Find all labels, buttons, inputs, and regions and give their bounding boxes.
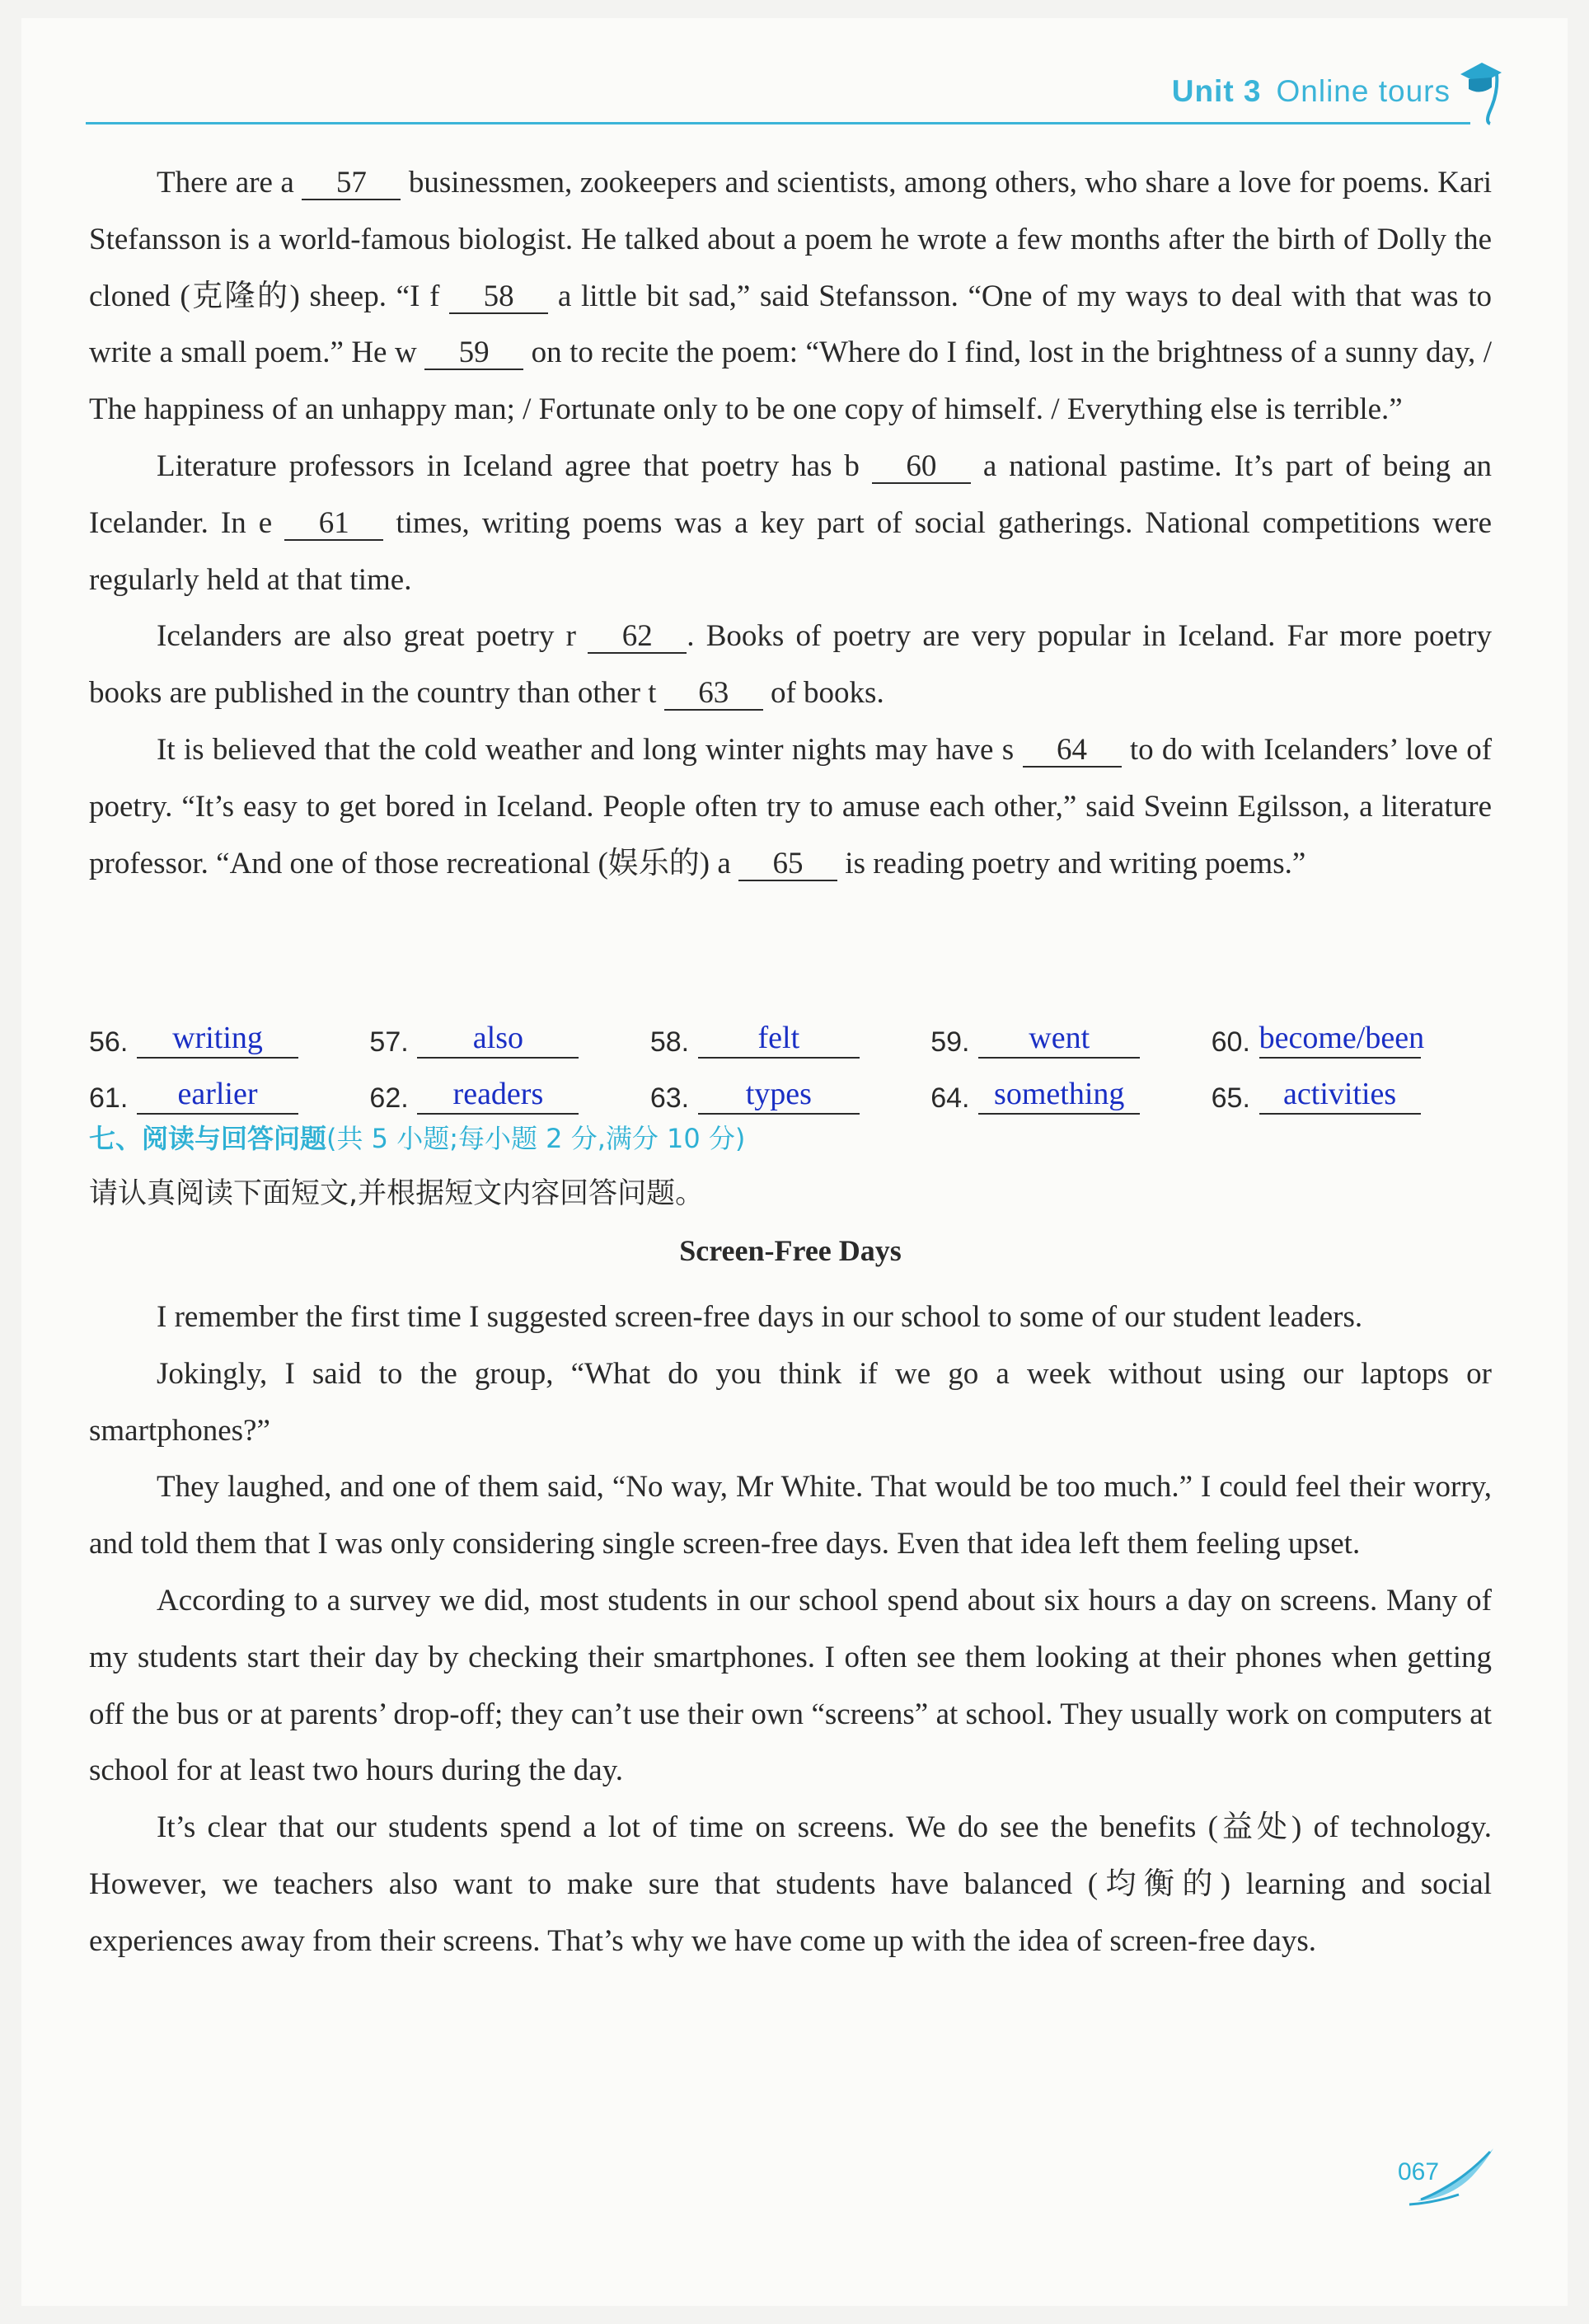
page-header (86, 58, 1503, 124)
reading-paragraph: I remember the first time I suggested screen-free days in our school to some of our student leaders. (157, 1300, 1363, 1334)
answer-item (1212, 1019, 1492, 1059)
answer-number: 65. (1211, 1082, 1250, 1114)
cloze-passage (89, 155, 1492, 892)
reading-paragraph: Jokingly, I said to the group, “What do you think if we go a week without using our laptops or smartphones?” (89, 1356, 1492, 1448)
graduation-cap-icon (1457, 59, 1503, 125)
answer-row (89, 1059, 1492, 1115)
blank-65: 65 (738, 848, 837, 881)
reading-paragraph: They laughed, and one of them said, “No way, Mr White. That would be too much.” I could feel their worry, and told them that I was only considering single screen-free days. Even that idea left them feeling upset. (89, 1470, 1492, 1561)
reading-paragraph: It’s clear that our students spend a lot of time on screens. We do see the benefits (益处) of technology. However, we teachers also want to make sure that students have balanced (均衡的) learning and social experiences away from their screens. That’s why we have come up with the idea of screen-free days. (89, 1810, 1492, 1958)
text-run: businessmen, zookeepers and scientists, among others, who share a love for poems. Kari Stefansson is a world-famous biologist. He talked about a poem he wrote a few months after the birth of Dolly the cloned (克隆的) sheep. “I f (89, 166, 1493, 313)
answer-word: types (698, 1075, 860, 1115)
answer-word: went (978, 1019, 1140, 1059)
text-run: on to recite the poem: “Where do I find, lost in the brightness of a sunny day, / The happiness of an unhappy man; / Fortunate only to be one copy of himself. / Everything else is terrible.” (89, 336, 1493, 427)
blank-64: 64 (1023, 735, 1122, 768)
unit-number: Unit 3 (1171, 74, 1262, 108)
answer-number: 57. (369, 1026, 409, 1058)
answer-word: readers (417, 1075, 579, 1115)
answer-item (369, 1019, 649, 1059)
answer-word: activities (1259, 1075, 1421, 1115)
blank-61: 61 (284, 508, 383, 541)
passage-paragraph (89, 722, 1492, 892)
section-note: (共 5 小题;每小题 2 分,满分 10 分) (326, 1123, 746, 1154)
unit-label (1172, 74, 1451, 109)
answer-number: 63. (649, 1082, 690, 1114)
answer-item (1212, 1075, 1492, 1115)
answer-word: writing (137, 1019, 298, 1059)
passage-paragraph (89, 608, 1492, 722)
answer-item (650, 1019, 930, 1059)
answer-number: 64. (930, 1082, 970, 1114)
answer-item (650, 1075, 930, 1115)
page-number: 067 (1398, 2158, 1440, 2185)
reading-paragraph: According to a survey we did, most students in our school spend about six hours a day on screens. Many of my students start their day by checking their smartphones. I often see them looking at their phones when getting off the bus or at parents’ drop-off; they can’t use their own “screens” at school. They usually work on computers at school for at least two hours during the day. (89, 1583, 1492, 1788)
answer-word: also (417, 1019, 579, 1059)
text-run: There are a (157, 166, 294, 200)
blank-63: 63 (664, 678, 763, 711)
passage-paragraph (89, 439, 1492, 608)
blank-59: 59 (424, 337, 523, 370)
answer-number: 59. (930, 1026, 970, 1058)
answer-word: something (978, 1075, 1140, 1115)
answer-item (89, 1075, 369, 1115)
answer-number: 58. (649, 1026, 690, 1058)
blank-60: 60 (872, 451, 971, 484)
text-run: Icelanders are also great poetry r (157, 619, 576, 654)
answer-item (369, 1075, 649, 1115)
text-run: is reading poetry and writing poems.” (845, 846, 1306, 880)
section-instruction: 请认真阅读下面短文,并根据短文内容回答问题。 (89, 1177, 705, 1210)
answer-item (89, 1019, 369, 1059)
section-heading (89, 1118, 1492, 1156)
answer-item (930, 1019, 1211, 1059)
blank-62: 62 (588, 621, 687, 654)
answer-number: 60. (1211, 1026, 1250, 1058)
text-run: It is believed that the cold weather and long winter nights may have s (157, 732, 1015, 767)
answer-number: 56. (89, 1026, 129, 1058)
text-run: a little bit sad,” said Stefansson. “One of my ways to deal with that was to write a small poem.” He w (89, 279, 1493, 370)
section-title: 七、阅读与回答问题 (89, 1123, 327, 1154)
answer-word: become/been (1259, 1019, 1421, 1059)
answer-word: felt (698, 1019, 860, 1059)
text-run: of books. (770, 676, 884, 711)
reading-passage (89, 1289, 1492, 1970)
unit-title: Online tours (1276, 74, 1451, 108)
blank-58: 58 (449, 281, 548, 314)
text-run: Literature professors in Iceland agree that poetry has b (157, 448, 860, 483)
answer-item (930, 1075, 1211, 1115)
reading-title: Screen-Free Days (679, 1234, 902, 1267)
answer-number: 62. (369, 1082, 409, 1114)
blank-57: 57 (302, 167, 401, 200)
answer-row (89, 1002, 1492, 1059)
answer-number: 61. (89, 1082, 129, 1114)
passage-paragraph (89, 155, 1492, 439)
answer-word: earlier (137, 1075, 298, 1115)
text-run: times, writing poems was a key part of social gatherings. National competitions were regularly held at that time. (89, 505, 1492, 597)
answer-key (89, 1002, 1492, 1115)
text-run: . Books of poetry are very popular in Iceland. Far more poetry books are published in the country than other t (89, 619, 1493, 711)
text-run: to do with Icelanders’ love of poetry. “It’s easy to get bored in Iceland. People often try to amuse each other,” said Sveinn Egilsson, a literature professor. “And one of those recreational (娱乐的) a (89, 732, 1493, 880)
header-rule (86, 122, 1470, 124)
text-run: a national pastime. It’s part of being an Icelander. In e (89, 448, 1493, 540)
